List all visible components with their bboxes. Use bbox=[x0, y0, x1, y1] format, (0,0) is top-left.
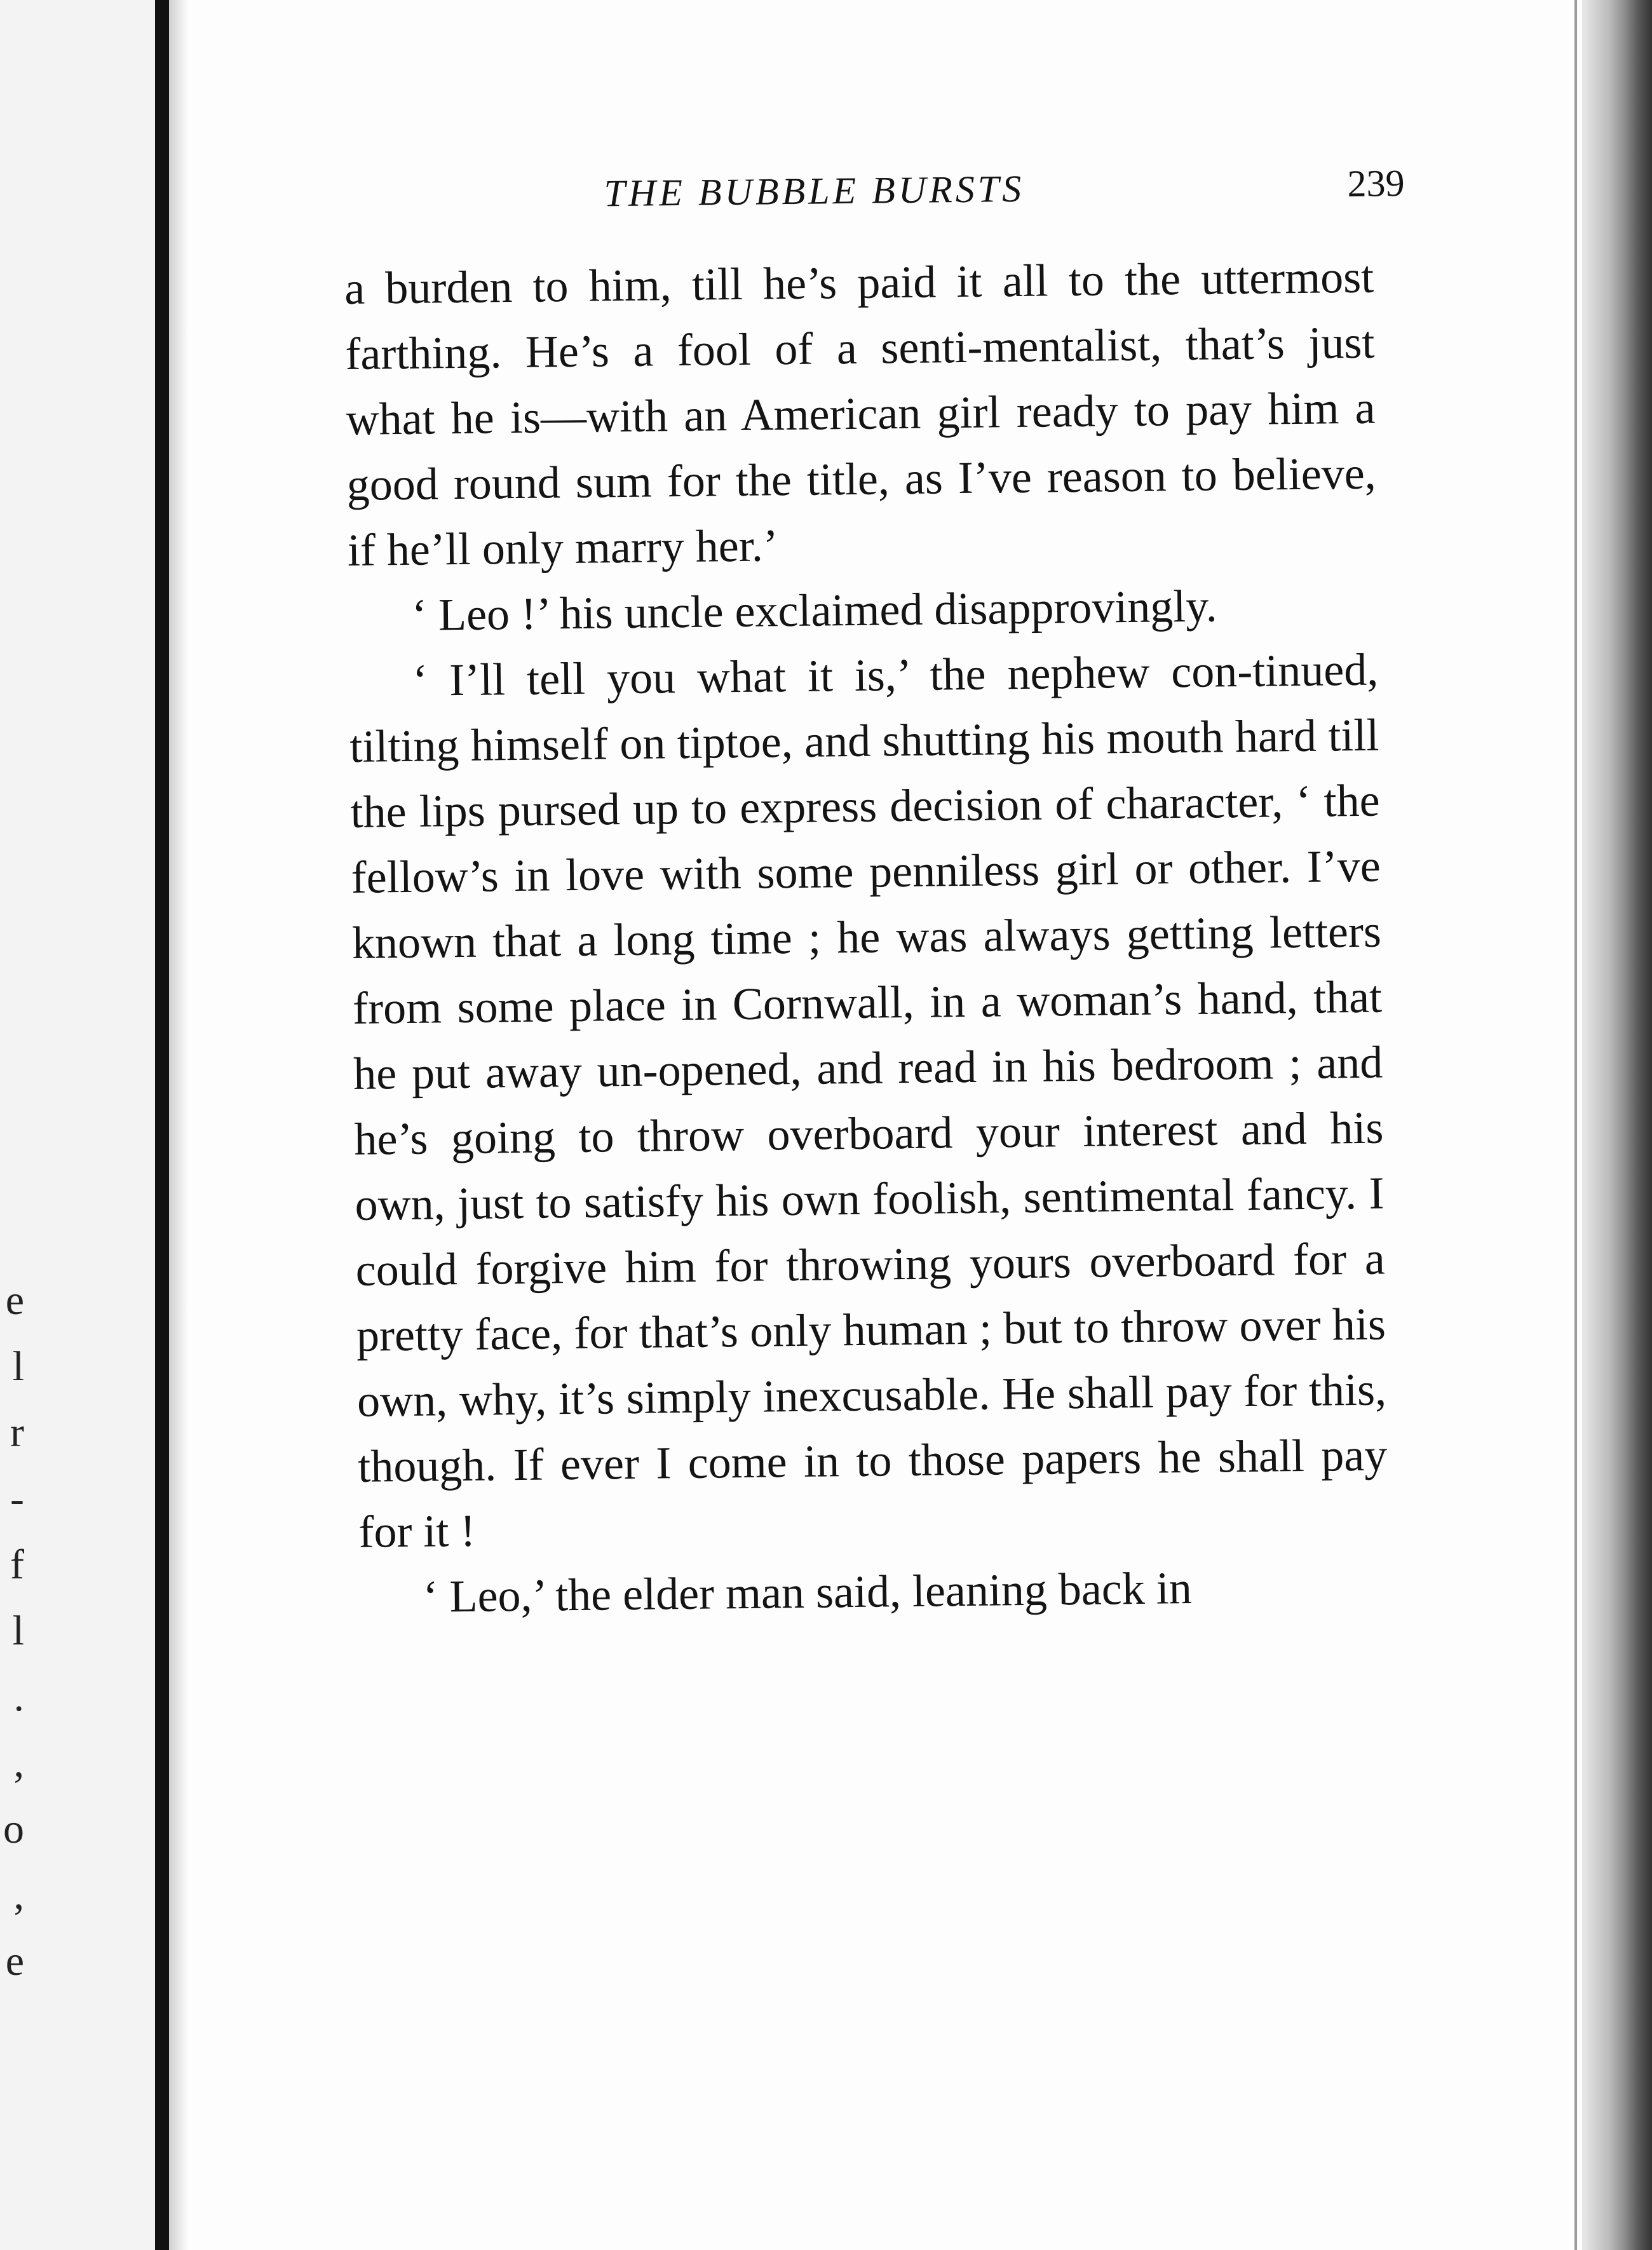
page-edge-line bbox=[1574, 0, 1577, 2250]
page-edge-stack bbox=[1582, 0, 1652, 2250]
gutter-shadow bbox=[169, 0, 188, 2250]
fragment-line: r bbox=[10, 1409, 24, 1456]
fragment-line: . bbox=[13, 1674, 24, 1720]
binding-gutter bbox=[155, 0, 169, 2250]
running-head bbox=[343, 151, 1405, 226]
fragment-line: , bbox=[13, 1872, 24, 1918]
paragraph: ‘ Leo !’ his uncle exclaimed disapprovingly. bbox=[411, 580, 1218, 640]
body-text bbox=[344, 245, 1389, 1630]
fragment-line: l bbox=[12, 1343, 24, 1390]
fragment-line: , bbox=[13, 1740, 24, 1786]
paragraph: ‘ Leo,’ the elder man said, leaning back in bbox=[423, 1562, 1193, 1622]
paragraph: a burden to him, till he’s paid it all to the uttermost farthing. He’s a fool of a senti-mentalist, that’s just what he is—with an American girl ready to pay him a good round sum for the title, as I’ve reason to believe, if he’ll only marry her.’ bbox=[344, 251, 1377, 576]
page-number: 239 bbox=[1347, 162, 1405, 205]
fragment-line: o bbox=[3, 1806, 24, 1852]
fragment-line: e bbox=[5, 1938, 24, 1984]
paragraph: ‘ I’ll tell you what it is,’ the nephew con-tinued, tilting himself on tiptoe, and shutting his mouth hard till the lips pursed up to express decision of character, ‘ the fellow’s in love with some penniless girl or other. I’ve known that a long time ; he was always getting letters from some place in Cornwall, in a woman’s hand, that he put away un-opened, and read in his bedroom ; and he’s going to throw overboard your interest and his own, just to satisfy his own foolish, sentimental fancy. I could forgive him for throwing yours overboard for a pretty face, for that’s only human ; but to throw over his own, why, it’s simply inexcusable. He shall pay for this, though. If ever I come in to those papers he shall pay for it ! bbox=[349, 644, 1388, 1557]
running-title: THE BUBBLE BURSTS bbox=[604, 167, 1025, 215]
fragment-line: e bbox=[5, 1277, 24, 1324]
fragment-line: f bbox=[10, 1542, 24, 1588]
fragment-line: - bbox=[10, 1475, 24, 1522]
previous-page-margin bbox=[0, 0, 168, 2250]
fragment-line: l bbox=[12, 1608, 24, 1654]
previous-page-text-fragments bbox=[0, 1268, 24, 1995]
book-page bbox=[343, 151, 1405, 1630]
